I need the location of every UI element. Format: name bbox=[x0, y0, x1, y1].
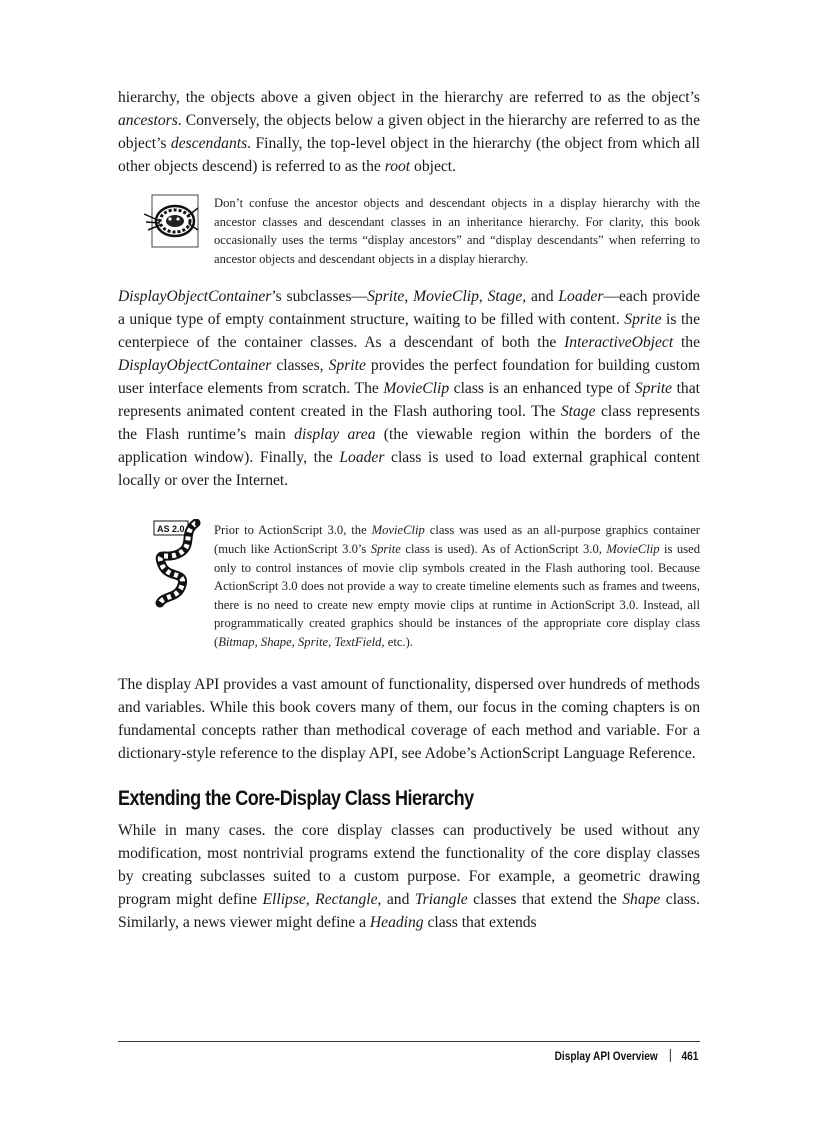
as2-snake-icon bbox=[142, 519, 204, 617]
page-number: 461 bbox=[681, 1051, 698, 1063]
paragraph-display-api: The display API provides a vast amount of functionality, dispersed over hundreds of methods and variables. While this book covers many of them, our focus in the coming chapters is on fundamental concepts rather than methodical coverage of each method and variable. For a dictionary-style reference to the display API, see Adobe’s ActionScript Language Reference. bbox=[118, 675, 700, 762]
section-heading: Extending the Core-Display Class Hierarchy bbox=[118, 786, 474, 810]
paragraph-ancestors: hierarchy, the objects above a given object in the hierarchy are referred to as the object’s ancestors. Conversely, the objects below a given object in the hierarchy are referred to as the object’s descendants. Finally, the top-level object in the hierarchy (the object from which all other objects descend) is referred to as the root object. bbox=[118, 89, 700, 175]
page-footer bbox=[554, 1049, 698, 1063]
paragraph-extending: While in many cases. the core display classes can productively be used without any modification, most nontrivial programs extend the functionality of the core display classes by creating subclasses suited to a custom purpose. For example, a geometric drawing program might define Ellipse, Rectangle, and Triangle classes that extend the Shape class. Similarly, a news viewer might define a Heading class that extends bbox=[118, 821, 700, 931]
paragraph-container-subclasses: DisplayObjectContainer’s subclasses—Sprite, MovieClip, Stage, and Loader—each provide a unique type of empty containment structure, waiting to be filled with content. Sprite is the centerpiece of the container classes. As a descendant of both the InteractiveObject the DisplayObjectContainer classes, Sprite provides the perfect foundation for building custom user interface elements from scratch. The MovieClip class is an enhanced type of Sprite that represents animated content created in the Flash authoring tool. The Stage class represents the Flash runtime’s main display area (the viewable region within the borders of the application window). Finally, the Loader class is used to load external graphical content locally or over the Internet. bbox=[118, 288, 701, 490]
as2-icon-label: AS 2.0 bbox=[157, 524, 185, 535]
footer-separator bbox=[670, 1049, 671, 1062]
warning-note-text: Don’t confuse the ancestor objects and descendant objects in a display hierarchy with the ancestor classes and descendant classes in an inheritance hierarchy. For clarity, this book occasionally uses the terms “display ancestors” and “display descendants” when referring to ancestor objects and descendant objects in a display hierarchy. bbox=[214, 196, 700, 266]
warning-note bbox=[214, 194, 700, 268]
footer-rule bbox=[118, 1041, 700, 1042]
as2-note-text: Prior to ActionScript 3.0, the MovieClip class was used as an all-purpose graphics container (much like ActionScript 3.0’s Sprite class is used). As of ActionScript 3.0, MovieClip is used only to control instances of movie clip symbols created in the Flash authoring tool. Because ActionScript 3.0 does not provide a way to create timeline elements such as frames and tweens, there is no need to create new empty movie clips at runtime in ActionScript 3.0. Instead, all programmatically created graphics should be instances of the appropriate core display class (Bitmap, Shape, Sprite, TextField, etc.). bbox=[214, 523, 701, 649]
footer-section-title: Display API Overview bbox=[554, 1051, 658, 1063]
page-content bbox=[118, 86, 700, 934]
scorpion-warning-icon bbox=[142, 194, 200, 256]
as2-note bbox=[157, 521, 701, 651]
